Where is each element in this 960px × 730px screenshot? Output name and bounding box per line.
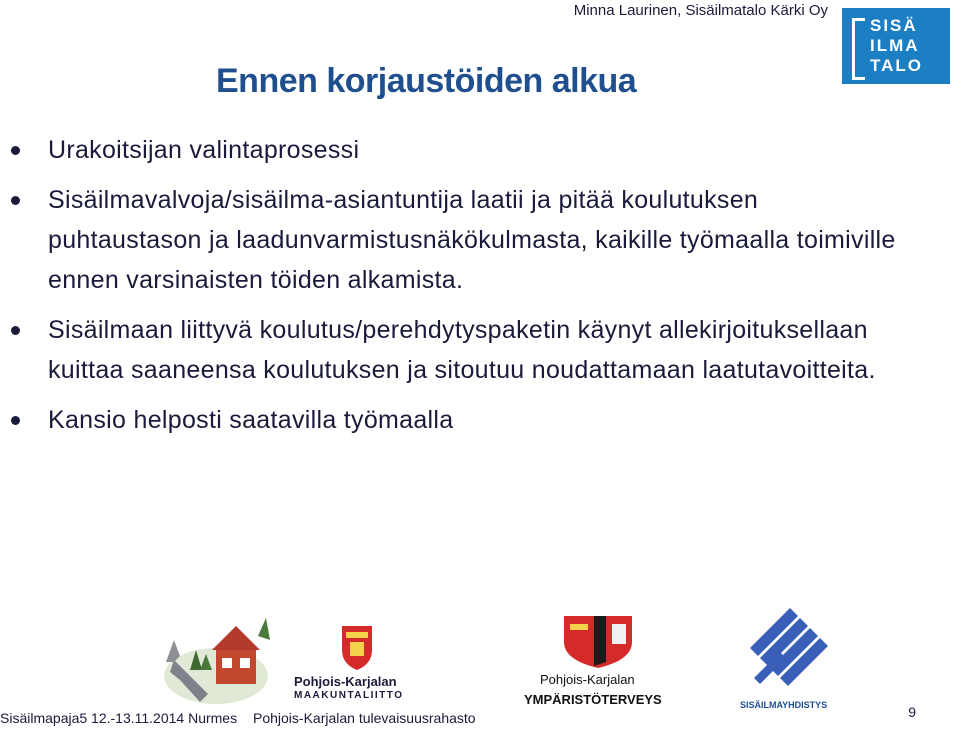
bullet-dot-icon — [11, 326, 20, 335]
sisailmayhdistys-logo — [740, 608, 840, 708]
bullet-text: Kansio helposti saatavilla työmaalla — [48, 406, 454, 434]
wolf-cabin-logo — [160, 610, 272, 706]
logo-line-1: SISÄ — [870, 16, 918, 35]
footer-event: Sisäilmapaja5 12.-13.11.2014 Nurmes — [0, 710, 238, 726]
bullet-dot-icon — [11, 416, 20, 425]
wolf-cabin-icon — [160, 610, 272, 706]
bullet-item — [0, 130, 900, 170]
author-line: Minna Laurinen, Sisäilmatalo Kärki Oy — [573, 2, 828, 19]
bullet-dot-icon — [11, 146, 20, 155]
sisailmayhdistys-text: SISÄILMAYHDISTYS — [740, 700, 828, 710]
coat-of-arms-icon — [284, 620, 430, 674]
logo-wordmark — [870, 16, 923, 76]
pk-logo-title: Pohjois-Karjalan — [294, 674, 397, 689]
pk-logo-subtitle: MAAKUNTALIITTO — [294, 690, 404, 701]
ymp-logo-title: Pohjois-Karjalan — [540, 672, 635, 687]
pohjois-karjalan-maakuntaliitto-logo — [284, 620, 430, 704]
bullet-dot-icon — [11, 196, 20, 205]
bullet-item — [0, 400, 900, 440]
logo-frame — [852, 18, 865, 80]
bullet-text: Urakoitsijan valintaprosessi — [48, 136, 360, 164]
bullet-list — [0, 130, 900, 450]
coat-of-arms-icon — [520, 612, 670, 670]
footer-fund: Pohjois-Karjalan tulevaisuusrahasto — [253, 710, 476, 726]
bullet-text: Sisäilmavalvoja/sisäilma-asiantuntija laatii ja pitää koulutuksen puhtaustason ja laadunvarmistusnäkökulmasta, kaikille työmaalla toimiville ennen varsinaisten töiden alkamista. — [48, 186, 896, 294]
bullet-text: Sisäilmaan liittyvä koulutus/perehdytyspaketin käynyt allekirjoituksellaan kuittaa saaneensa koulutuksen ja sitoutuu noudattamaan laatutavoitteita. — [48, 316, 876, 384]
ymp-logo-subtitle: YMPÄRISTÖTERVEYS — [524, 692, 662, 707]
ymparistoterveys-logo — [520, 612, 670, 707]
bullet-item — [0, 180, 900, 300]
bullet-item — [0, 310, 900, 390]
logo-line-3: TALO — [870, 56, 924, 75]
page-number: 9 — [908, 704, 916, 720]
partner-logos — [0, 600, 960, 710]
sisailmatalo-logo — [842, 8, 950, 84]
logo-line-2: ILMA — [870, 36, 920, 55]
footer — [0, 710, 488, 726]
slide-title: Ennen korjaustöiden alkua — [216, 62, 637, 100]
sisailmayhdistys-icon — [740, 608, 840, 696]
